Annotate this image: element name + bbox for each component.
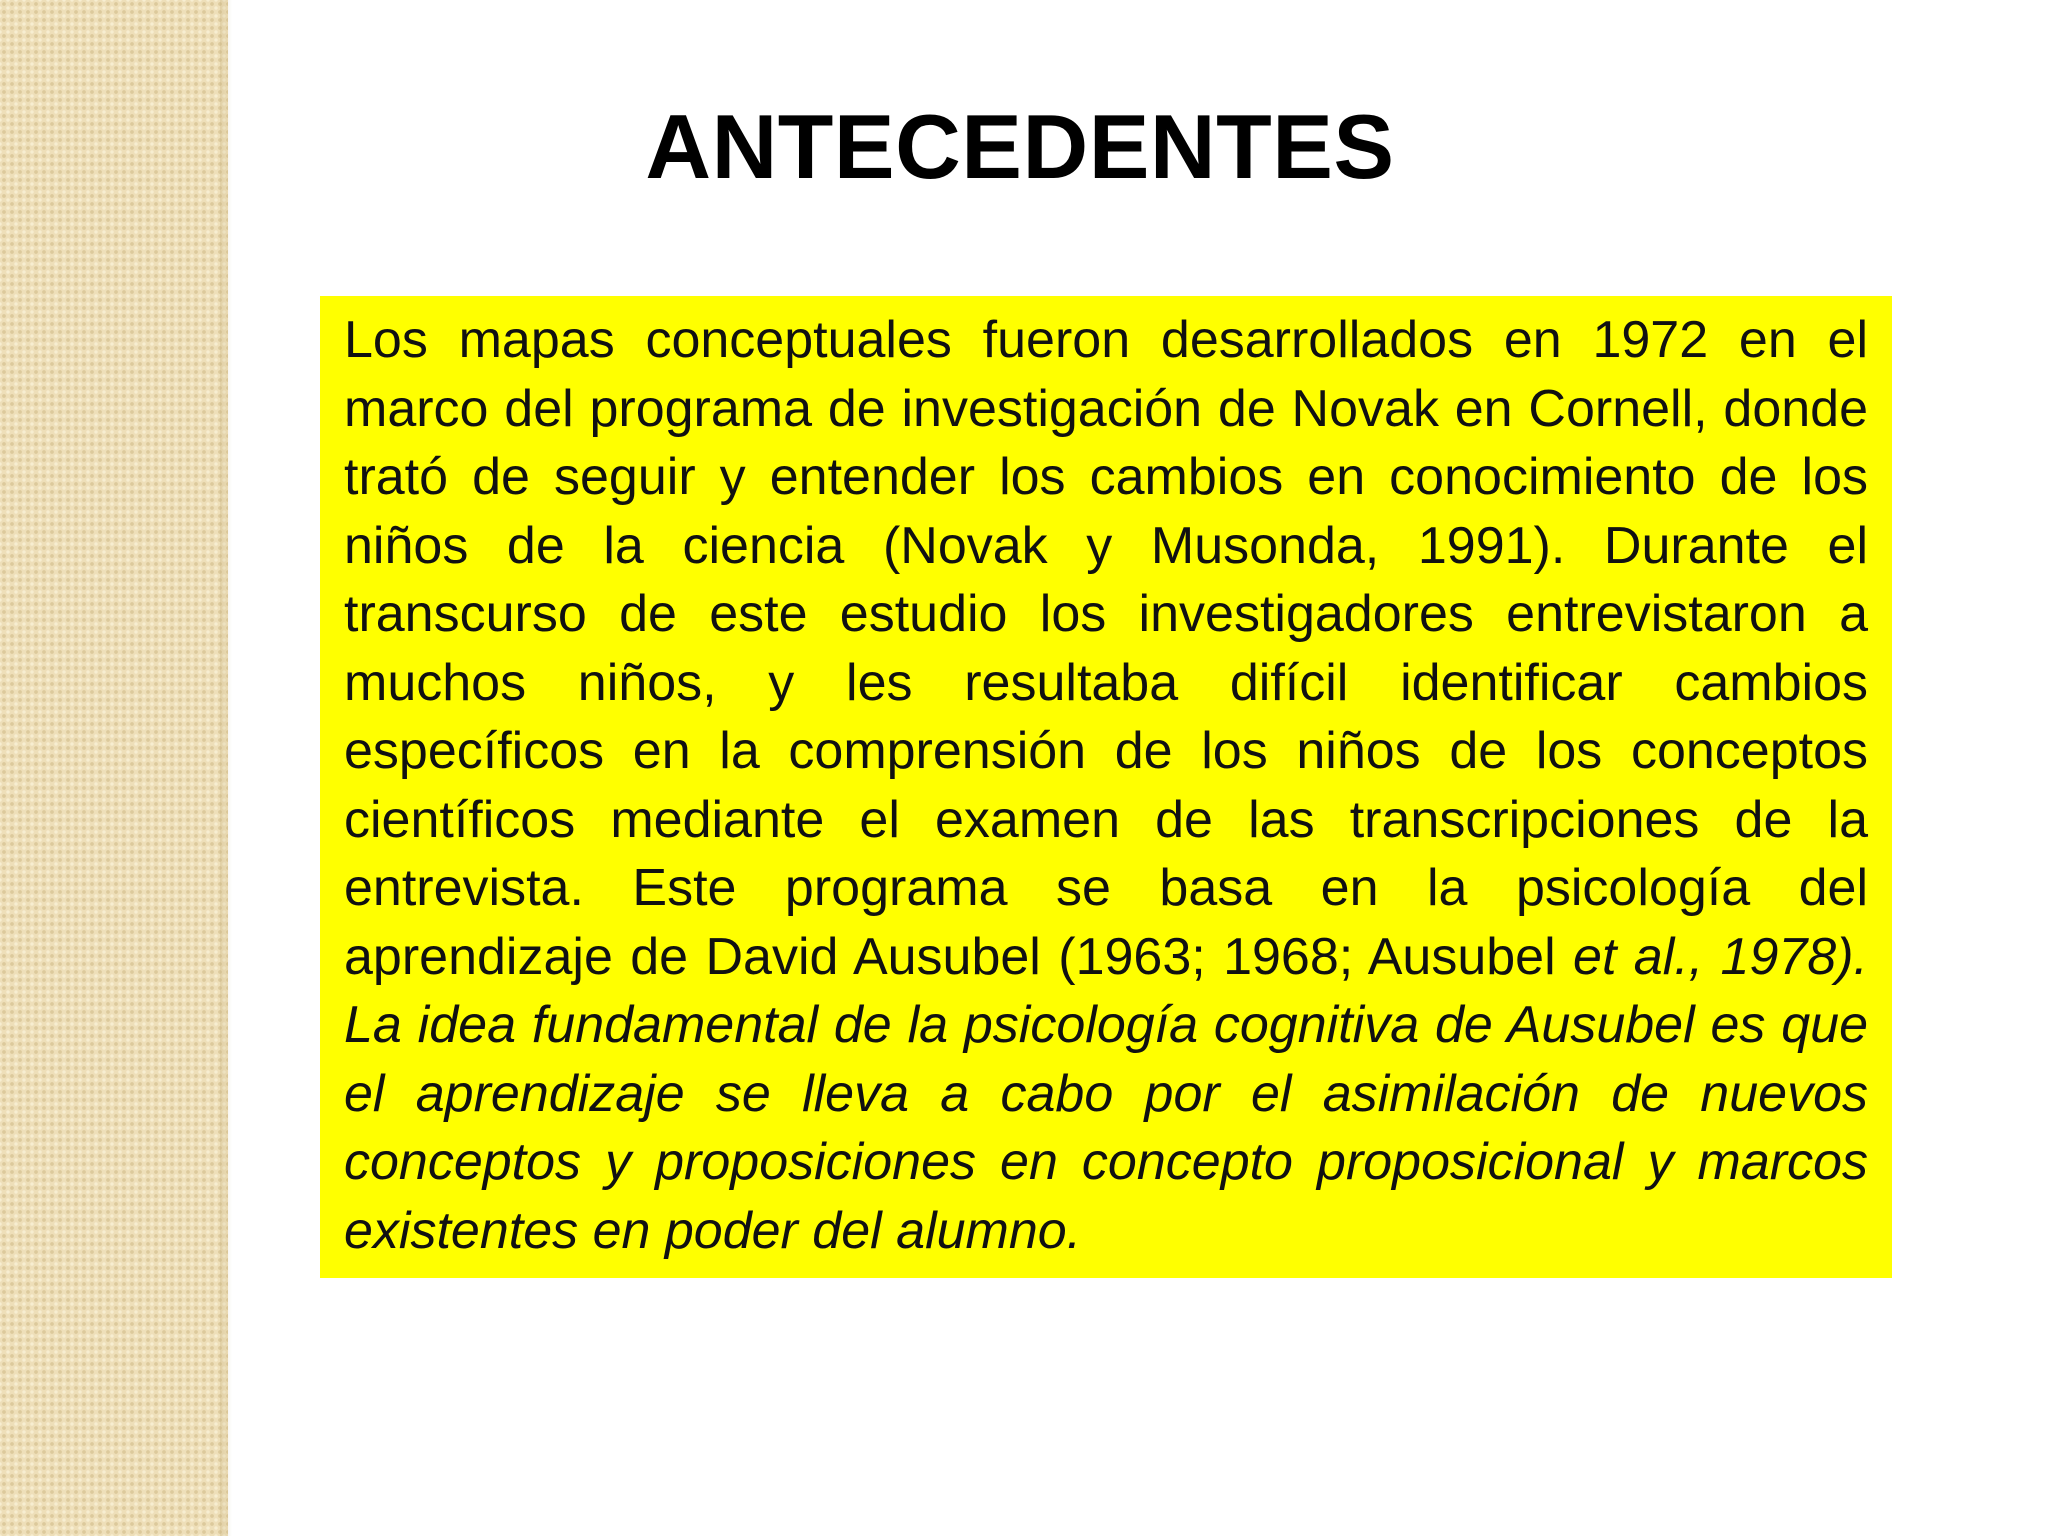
body-text-italic: et al., 1978). La idea fundamental de la psicología cognitiva de Ausubel es que el aprendizaje se lleva a cabo por el asimilación de nuevos conceptos y proposiciones en concepto proposicional y marcos existentes en poder del alumno.: [344, 927, 1868, 1260]
decorative-side-strip: [0, 0, 228, 1536]
body-paragraph: [344, 306, 1868, 1265]
slide-title: ANTECEDENTES: [645, 97, 1395, 198]
side-strip-shadow: [220, 0, 232, 1536]
body-text-regular: Los mapas conceptuales fueron desarrollados en 1972 en el marco del programa de investigación de Novak en Cornell, donde trató de seguir y entender los cambios en conocimiento de los niños de la ciencia (Novak y Musonda, 1991). Durante el transcurso de este estudio los investigadores entrevistaron a muchos niños, y les resultaba difícil identificar cambios específicos en la comprensión de los niños de los conceptos científicos mediante el examen de las transcripciones de la entrevista. Este programa se basa en la psicología del aprendizaje de David Ausubel (1963; 1968; Ausubel: [344, 311, 1868, 986]
